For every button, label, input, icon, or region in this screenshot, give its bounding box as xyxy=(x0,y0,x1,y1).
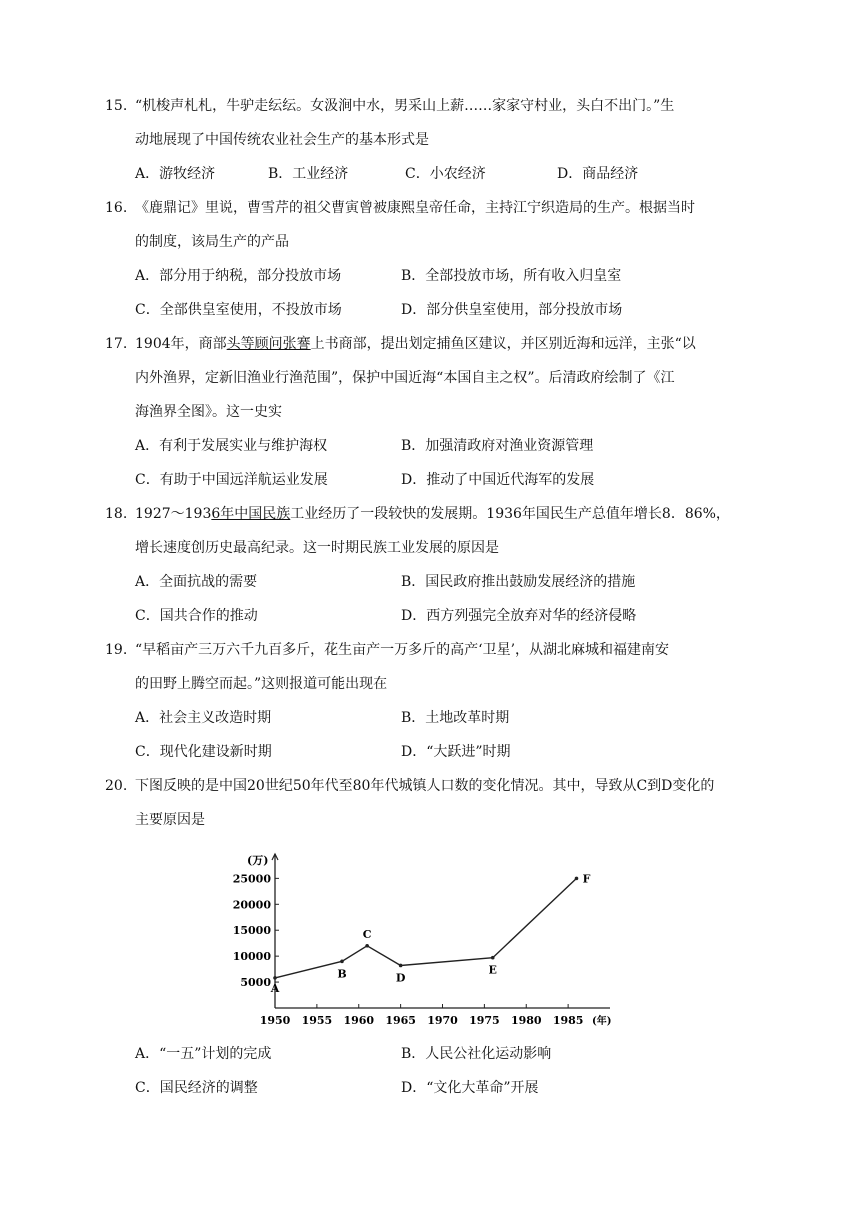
question-20-options xyxy=(105,1037,745,1105)
question-text: 主要原因是 xyxy=(135,812,205,828)
question-17 xyxy=(105,327,745,497)
point-label-a: A xyxy=(270,981,280,995)
options-row xyxy=(105,157,745,191)
option-c[interactable]: C．国民经济的调整 xyxy=(135,1080,258,1096)
question-text: 1904年，商部 xyxy=(135,336,227,352)
x-tick-label: 1975 xyxy=(469,1014,500,1026)
question-text: 增长速度创历史最高纪录。这一时期民族工业发展的原因是 xyxy=(135,540,499,556)
y-tick-label: 5000 xyxy=(240,976,271,990)
option-d[interactable]: D．“大跃进”时期 xyxy=(401,744,511,760)
point-label-c: C xyxy=(362,927,372,941)
data-point-e xyxy=(491,956,495,960)
data-point-b xyxy=(340,960,344,964)
chart-axes xyxy=(247,854,611,1026)
question-text: “早稻亩产三万六千九百多斤，花生亩产一万多斤的高产‘卫星’，从湖北麻城和福建南安 xyxy=(135,642,670,658)
x-tick-label: 1965 xyxy=(385,1014,416,1026)
question-number: 19. xyxy=(105,642,128,658)
question-text: 的田野上腾空而起。”这则报道可能出现在 xyxy=(135,676,388,692)
option-b[interactable]: B．人民公社化运动影响 xyxy=(401,1046,552,1062)
options-row xyxy=(105,1037,745,1071)
data-point-d xyxy=(399,964,403,968)
options-row xyxy=(105,463,745,497)
option-d[interactable]: D．推动了中国近代海军的发展 xyxy=(401,472,595,488)
x-tick-label: 1950 xyxy=(259,1014,291,1026)
question-number: 16. xyxy=(105,200,128,216)
y-tick-label: 25000 xyxy=(232,872,271,886)
x-tick-label: 1960 xyxy=(343,1014,375,1026)
y-tick-label: 20000 xyxy=(232,898,271,912)
population-line-chart xyxy=(225,848,625,1026)
chart-series xyxy=(270,872,591,995)
options-row xyxy=(105,565,745,599)
x-tick-label: 1970 xyxy=(427,1014,458,1026)
option-d[interactable]: D．“文化大革命”开展 xyxy=(401,1080,539,1096)
option-c[interactable]: C．小农经济 xyxy=(405,166,486,182)
point-label-b: B xyxy=(337,967,347,981)
options-row xyxy=(105,259,745,293)
question-number: 20. xyxy=(105,778,128,794)
option-a[interactable]: A．全面抗战的需要 xyxy=(135,574,258,590)
question-number: 18. xyxy=(105,506,128,522)
x-tick-label: 1980 xyxy=(510,1014,542,1026)
question-text: 的制度，该局生产的产品 xyxy=(135,234,289,250)
option-c[interactable]: C．国共合作的推动 xyxy=(135,608,258,624)
option-a[interactable]: A．部分用于纳税，部分投放市场 xyxy=(135,268,342,284)
question-text: 海渔界全图》。这一史实 xyxy=(135,404,282,420)
options-row xyxy=(105,701,745,735)
options-row xyxy=(105,429,745,463)
underlined-text: 头等顾问张謇 xyxy=(226,336,311,352)
options-row xyxy=(105,293,745,327)
x-unit-label: (年) xyxy=(592,1016,612,1026)
question-16 xyxy=(105,191,745,327)
data-point-c xyxy=(365,944,369,948)
option-c[interactable]: C．现代化建设新时期 xyxy=(135,744,272,760)
option-b[interactable]: B．土地改革时期 xyxy=(401,710,510,726)
question-text: 内外渔界，定新旧渔业行渔范围”，保护中国近海“本国自主之权”。后清政府绘制了《江 xyxy=(135,370,675,386)
option-a[interactable]: A．“一五”计划的完成 xyxy=(135,1046,272,1062)
option-b[interactable]: B．全部投放市场，所有收入归皇室 xyxy=(401,268,622,284)
y-tick-label: 10000 xyxy=(232,950,271,964)
option-d[interactable]: D．商品经济 xyxy=(557,166,639,182)
question-text: 下图反映的是中国20世纪50年代至80年代城镇人口数的变化情况。其中，导致从C到D变化的 xyxy=(135,778,715,794)
question-18 xyxy=(105,497,745,633)
question-number: 15. xyxy=(105,98,128,114)
population-series-line xyxy=(275,878,577,981)
option-a[interactable]: A．有利于发展实业与维护海权 xyxy=(135,438,328,454)
question-text: 1927～193 xyxy=(135,506,212,522)
question-text: 《鹿鼎记》里说，曹雪芹的祖父曹寅曾被康熙皇帝任命，主持江宁织造局的生产。根据当时 xyxy=(135,200,695,216)
option-b[interactable]: B．工业经济 xyxy=(268,166,349,182)
option-b[interactable]: B．加强清政府对渔业资源管理 xyxy=(401,438,594,454)
x-tick-label: 1985 xyxy=(552,1014,584,1026)
point-label-d: D xyxy=(395,971,406,985)
question-20 xyxy=(105,769,745,837)
options-row xyxy=(105,1071,745,1105)
y-tick-label: 15000 xyxy=(232,924,271,938)
option-d[interactable]: D．西方列强完全放弃对华的经济侵略 xyxy=(401,608,637,624)
options-row xyxy=(105,599,745,633)
options-row xyxy=(105,735,745,769)
option-a[interactable]: A．游牧经济 xyxy=(135,166,216,182)
question-text: 上书商部，提出划定捕鱼区建议，并区别近海和远洋，主张“以 xyxy=(310,336,696,352)
question-text: “机梭声札札，牛驴走纭纭。女汲涧中水，男采山上薪……家家守村业，头白不出门。”生 xyxy=(135,98,675,114)
option-d[interactable]: D．部分供皇室使用，部分投放市场 xyxy=(401,302,623,318)
option-c[interactable]: C．全部供皇室使用，不投放市场 xyxy=(135,302,342,318)
data-point-a xyxy=(273,976,277,980)
question-text: 动地展现了中国传统农业社会生产的基本形式是 xyxy=(135,132,429,148)
question-text: 工业经历了一段较快的发展期。1936年国民生产总值年增长8．86%， xyxy=(290,506,730,522)
option-a[interactable]: A．社会主义改造时期 xyxy=(135,710,272,726)
underlined-text: 6年中国民族 xyxy=(211,506,291,522)
point-label-f: F xyxy=(582,872,591,886)
chart-ticks xyxy=(233,872,584,1026)
question-15 xyxy=(105,89,745,191)
question-number: 17. xyxy=(105,336,128,352)
option-c[interactable]: C．有助于中国远洋航运业发展 xyxy=(135,472,328,488)
point-label-e: E xyxy=(488,963,497,977)
data-point-f xyxy=(575,877,579,881)
option-b[interactable]: B．国民政府推出鼓励发展经济的措施 xyxy=(401,574,636,590)
y-unit-label: (万) xyxy=(247,854,269,867)
question-19 xyxy=(105,633,745,769)
x-tick-label: 1955 xyxy=(301,1014,333,1026)
